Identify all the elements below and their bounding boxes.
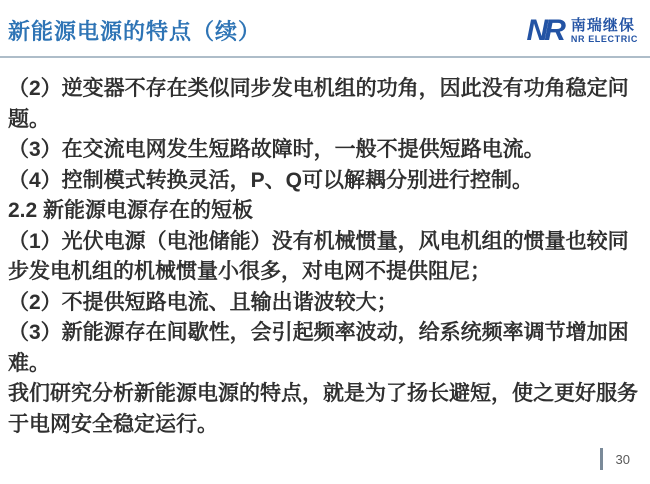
- logo-text-block: [571, 17, 638, 45]
- body-paragraph: （2）不提供短路电流、且输出谐波较大；: [8, 290, 398, 314]
- body-paragraph: （3）在交流电网发生短路故障时，一般不提供短路电流。: [8, 138, 545, 161]
- body-paragraph: （4）控制模式转换灵活，P、Q可以解耦分别进行控制。: [8, 168, 534, 192]
- body-paragraph: （3）新能源存在间歇性，会引起频率波动，给系统频率调节增加困难。: [8, 321, 629, 375]
- page-number-divider: [600, 448, 603, 470]
- logo-company-name-cn: 南瑞继保: [570, 17, 635, 35]
- header-divider: [0, 56, 650, 58]
- logo-company-name-en: NR ELECTRIC: [570, 34, 638, 45]
- body-paragraph: （1）光伏电源（电池储能）没有机械惯量，风电机组的惯量也较同步发电机组的机械惯量小很多，对电网不提供阻尼；: [8, 229, 629, 283]
- slide-body: [8, 74, 644, 440]
- body-paragraph: 我们研究分析新能源电源的特点，就是为了扬长避短，使之更好服务于电网安全稳定运行。: [8, 382, 638, 436]
- body-paragraph: 2.2 新能源电源存在的短板: [8, 199, 254, 222]
- slide-title: 新能源电源的特点（续）: [8, 19, 262, 44]
- body-paragraph: （2）逆变器不存在类似同步发电机组的功角，因此没有功角稳定问题。: [8, 77, 629, 131]
- company-logo: [527, 16, 638, 46]
- nr-logo-icon: NR: [526, 14, 562, 47]
- page-number: 30: [615, 452, 630, 467]
- slide-header: [0, 0, 650, 56]
